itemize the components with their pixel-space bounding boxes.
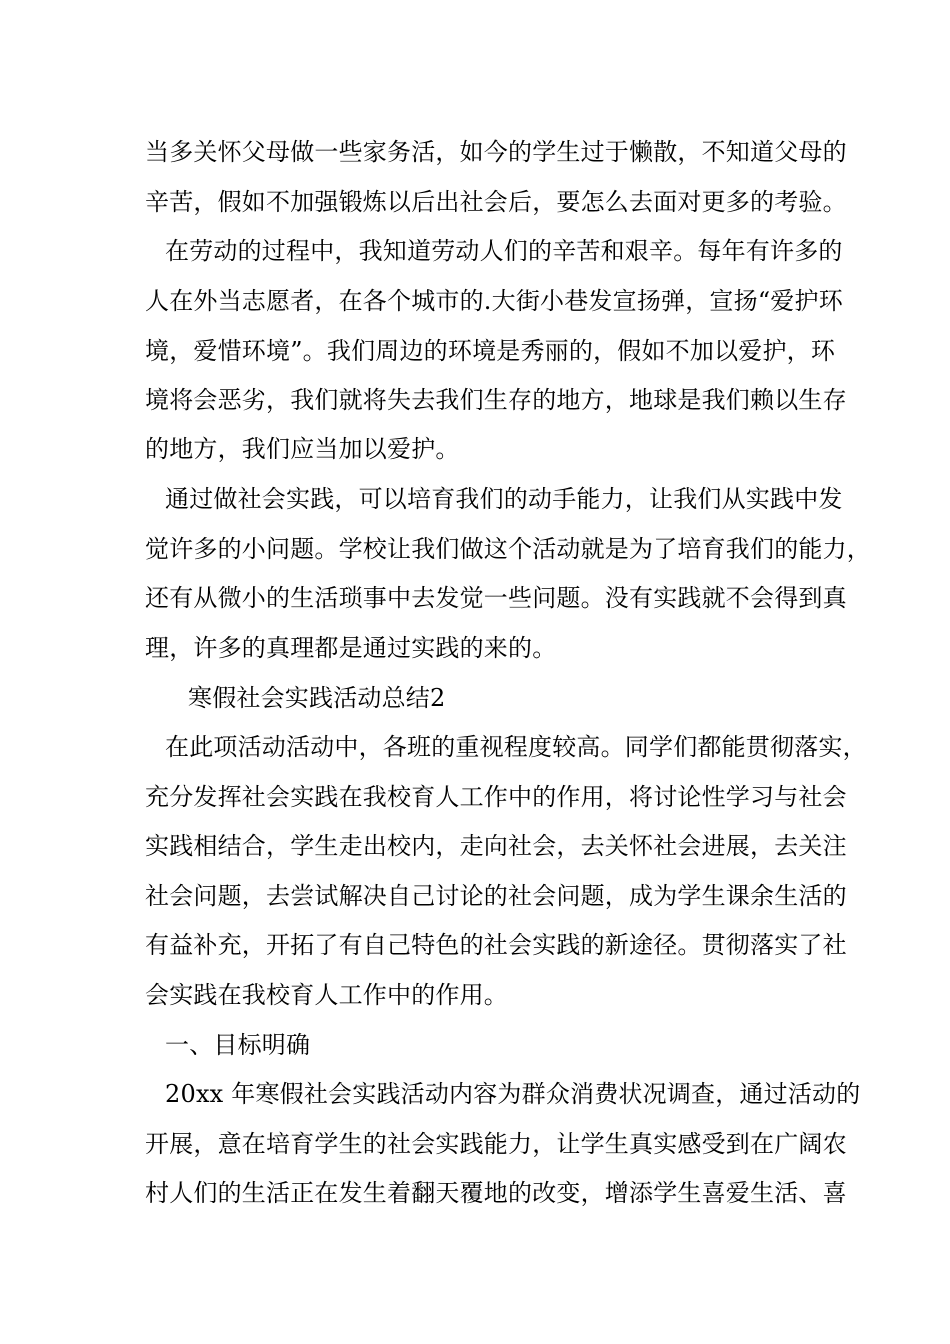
paragraph-line: 还有从微小的生活琐事中去发觉一些问题。没有实践就不会得到真 bbox=[145, 584, 847, 612]
paragraph-line: 会实践在我校育人工作中的作用。 bbox=[145, 981, 508, 1009]
paragraph-line: 境将会恶劣，我们就将失去我们生存的地方，地球是我们赖以生存 bbox=[145, 386, 847, 414]
paragraph-line: 的地方，我们应当加以爱护。 bbox=[145, 435, 460, 463]
paragraph-line: 社会问题，去尝试解决自己讨论的社会问题，成为学生课余生活的 bbox=[145, 882, 847, 910]
paragraph-line: 理，许多的真理都是通过实践的来的。 bbox=[145, 634, 557, 662]
paragraph-line: 开展，意在培育学生的社会实践能力，让学生真实感受到在广阔农 bbox=[145, 1130, 847, 1158]
subsection-heading: 一、目标明确 bbox=[165, 1031, 311, 1059]
paragraph-line: 充分发挥社会实践在我校育人工作中的作用，将讨论性学习与社会 bbox=[145, 783, 847, 811]
paragraph-line: 当多关怀父母做一些家务活，如今的学生过于懒散，不知道父母的 bbox=[145, 138, 847, 166]
paragraph-line: 人在外当志愿者，在各个城市的.大街小巷发宣扬弹，宣扬“爱护环 bbox=[145, 287, 843, 315]
paragraph-line: 在劳动的过程中，我知道劳动人们的辛苦和艰辛。每年有许多的 bbox=[165, 237, 843, 265]
paragraph-line: 通过做社会实践，可以培育我们的动手能力，让我们从实践中发 bbox=[165, 485, 843, 513]
paragraph-line: 在此项活动活动中，各班的重视程度较高。同学们都能贯彻落实， bbox=[165, 733, 867, 761]
paragraph-line: 村人们的生活正在发生着翻天覆地的改变，增添学生喜爱生活、喜 bbox=[145, 1179, 847, 1207]
paragraph-line: 实践相结合，学生走出校内，走向社会，去关怀社会进展，去关注 bbox=[145, 832, 847, 860]
paragraph-line: 境，爱惜环境”。我们周边的环境是秀丽的，假如不加以爱护，环 bbox=[145, 337, 836, 365]
paragraph-line: 20xx 年寒假社会实践活动内容为群众消费状况调查，通过活动的 bbox=[165, 1080, 861, 1108]
paragraph-line: 有益补充，开拓了有自己特色的社会实践的新途径。贯彻落实了社 bbox=[145, 931, 847, 959]
paragraph-line: 觉许多的小问题。学校让我们做这个活动就是为了培育我们的能力， bbox=[145, 535, 871, 563]
paragraph-line: 辛苦，假如不加强锻炼以后出社会后，要怎么去面对更多的考验。 bbox=[145, 188, 847, 216]
section-heading: 寒假社会实践活动总结2 bbox=[188, 684, 446, 712]
